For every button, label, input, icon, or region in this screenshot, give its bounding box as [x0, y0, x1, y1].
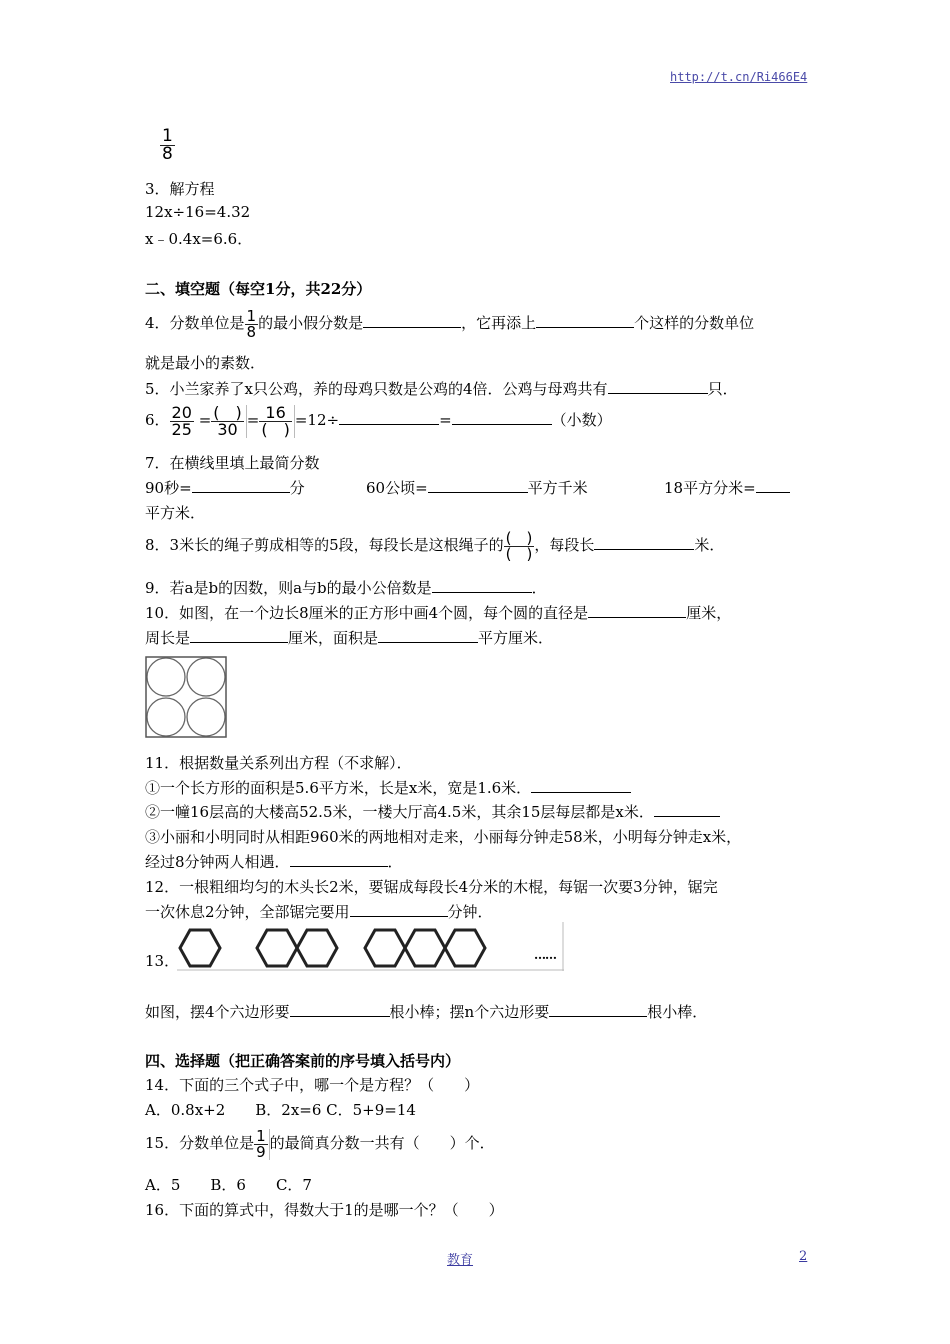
q4-prefix: 4．分数单位是 — [145, 314, 245, 332]
q5-line — [145, 378, 738, 399]
top-fraction — [160, 128, 175, 163]
fraction-denominator: 8 — [162, 144, 173, 164]
fraction-numerator: 1 — [162, 126, 173, 146]
q7-a-blank[interactable] — [192, 478, 290, 493]
q10-text-1: 10．如图，在一个边长8厘米的正方形中画4个圆，每个圆的直径是 — [145, 604, 589, 622]
q11-item-1-line — [145, 777, 631, 798]
q3-equation-2: x﹣0.4x=6.6． — [145, 230, 253, 248]
q7-b-label: 60公顷= — [366, 479, 428, 497]
q6-equals-3: = — [439, 411, 452, 429]
q6-fraction-3-num: 16 — [265, 402, 286, 422]
q13-question-line — [145, 1001, 707, 1022]
q9-line — [145, 577, 547, 598]
q6-fraction-1-num: 20 — [171, 402, 192, 422]
q11-blank-2[interactable] — [654, 802, 720, 817]
q15-prefix: 15．分数单位是 — [145, 1134, 255, 1152]
circle-top-right — [187, 658, 225, 696]
q6-equals-1: = — [198, 411, 212, 429]
q8-mid: ，每段长 — [534, 536, 595, 554]
q15-fraction-num: 1 — [256, 1126, 266, 1145]
q6-fraction-3-den: ( ) — [261, 419, 290, 439]
q12-text: 一次休息2分钟，全部锯完要用 — [145, 903, 350, 921]
q4-blank-2[interactable] — [536, 313, 634, 328]
q10-blank-diameter[interactable] — [588, 603, 686, 618]
q13-p1: 如图，摆4个六边形要 — [145, 1003, 290, 1021]
q10-p3: 平方厘米． — [478, 629, 554, 647]
q5-text: 5．小兰家养了x只公鸡，养的母鸡只数是公鸡的4倍．公鸡与母鸡共有 — [145, 380, 608, 398]
q13-blank-1[interactable] — [290, 1002, 390, 1017]
hexagon-2a — [257, 930, 297, 966]
q12-line-1: 12．一根粗细均匀的木头长2米，要锯成每段长4分米的木棍，每锯一次要3分钟，锯完 — [145, 878, 718, 896]
circle-top-left — [147, 658, 185, 696]
q8-blank[interactable] — [594, 535, 694, 550]
q12-line-2 — [145, 901, 493, 922]
q3-title: 3．解方程 — [145, 180, 215, 198]
q3-equation-1: 12x÷16=4.32 — [145, 203, 251, 221]
square-four-circles-figure — [145, 656, 229, 740]
q7-c-blank[interactable] — [756, 478, 790, 493]
square-outline — [146, 657, 226, 737]
q16-text: 16．下面的算式中，得数大于1的是哪一个？（ ） — [145, 1201, 504, 1219]
section-4-title: 四、选择题（把正确答案前的序号填入括号内） — [145, 1052, 461, 1070]
q13-blank-2[interactable] — [549, 1002, 647, 1017]
page-number: 2 — [799, 1249, 808, 1264]
q12-suffix: 分钟． — [447, 903, 493, 921]
q6-blank-1[interactable] — [339, 410, 439, 425]
q11-item-3b: 经过8分钟两人相遇． — [145, 853, 290, 871]
q6-fraction-2-den: 30 — [211, 421, 244, 438]
q10-p1: 周长是 — [145, 629, 191, 647]
q7-part-c — [664, 477, 790, 498]
section-2-title: 二、填空题（每空1分，共22分） — [145, 280, 372, 298]
q11-item-3: ③小丽和小明同时从相距960米的两地相对走来，小丽每分钟走58米，小明每分钟走x米， — [145, 828, 742, 846]
q6-fraction-2-num: ( ) — [213, 402, 242, 422]
q11-item-1: ①一个长方形的面积是5.6平方米，长是x米，宽是1.6米． — [145, 779, 532, 797]
q6-blank-2[interactable] — [452, 410, 552, 425]
q6-line — [145, 398, 612, 442]
hexagon-pattern-figure — [176, 920, 568, 974]
q15-fraction-den: 9 — [256, 1142, 266, 1161]
q15-suffix: 的最简真分数一共有（ ）个． — [269, 1134, 495, 1152]
q10-suffix-1: 厘米， — [686, 604, 732, 622]
q8-suffix: 米． — [694, 536, 725, 554]
q7-part-b — [366, 477, 588, 498]
q13-label: 13． — [145, 952, 180, 970]
q13-p2: 根小棒；摆n个六边形要 — [389, 1003, 550, 1021]
q8-line — [145, 522, 724, 568]
q4-blank-1[interactable] — [363, 313, 461, 328]
q8-prefix: 8．3米长的绳子剪成相等的5段，每段长是这根绳子的 — [145, 536, 504, 554]
q10-blank-perimeter[interactable] — [190, 628, 288, 643]
q5-blank[interactable] — [608, 379, 708, 394]
q7-a-unit: 分 — [289, 479, 305, 497]
q6-suffix: （小数） — [551, 411, 612, 429]
q4-fraction-num: 1 — [246, 306, 257, 325]
q11-title: 11．根据数量关系列出方程（不求解）． — [145, 754, 412, 772]
q7-part-a — [145, 477, 305, 498]
q7-a-label: 90秒= — [145, 479, 192, 497]
q11-item-2-line — [145, 801, 720, 822]
hexagon-2b — [297, 930, 337, 966]
q7-title: 7．在横线里填上最简分数 — [145, 454, 320, 472]
q4-mid-1: 的最小假分数是 — [258, 314, 364, 332]
q9-blank[interactable] — [432, 578, 532, 593]
q7-b-unit: 平方千米 — [527, 479, 588, 497]
q6-mid: =12÷ — [294, 411, 340, 429]
circle-bottom-left — [147, 698, 185, 736]
q11-blank-3[interactable] — [290, 852, 388, 867]
header-url-link[interactable]: http://t.cn/Ri466E4 — [670, 70, 808, 84]
hexagon-3a — [365, 930, 405, 966]
q9-text: 9．若a是b的因数，则a与b的最小公倍数是 — [145, 579, 432, 597]
q7-c-unit: 平方米． — [145, 504, 206, 522]
q14-text: 14．下面的三个式子中，哪一个是方程？（ ） — [145, 1076, 480, 1094]
q15-options: A．5 B．6 C．7 — [145, 1176, 312, 1194]
q6-fraction-1-den: 25 — [171, 419, 192, 439]
q11-item-2: ②一幢16层高的大楼高52.5米，一楼大厅高4.5米，其余15层每层都是x米． — [145, 803, 654, 821]
q6-prefix: 6． — [145, 411, 170, 429]
q4-fraction-den: 8 — [246, 322, 257, 341]
q10-p2: 厘米，面积是 — [288, 629, 379, 647]
q4-line-2: 就是最小的素数． — [145, 354, 266, 372]
q11-blank-1[interactable] — [531, 778, 631, 793]
q4-mid-2: ，它再添上 — [461, 314, 537, 332]
q6-equals-2: = — [246, 411, 260, 429]
hexagon-3c — [445, 930, 485, 966]
q10-line-1 — [145, 602, 731, 623]
q7-b-blank[interactable] — [428, 478, 528, 493]
circle-bottom-right — [187, 698, 225, 736]
q15-line — [145, 1120, 495, 1166]
footer-link[interactable]: 教育 — [447, 1253, 474, 1268]
q4-line-1 — [145, 306, 754, 340]
q7-c-label: 18平方分米= — [664, 479, 756, 497]
q14-options: A．0.8x+2 B．2x=6 C．5+9=14 — [145, 1101, 416, 1119]
q4-mid-3: 个这样的分数单位 — [634, 314, 755, 332]
q8-fraction-den: ( ) — [505, 544, 533, 563]
hexagon-dots: …… — [534, 948, 556, 962]
q10-line-2 — [145, 627, 553, 648]
hexagon-1a — [180, 930, 220, 966]
q11-item-3b-suffix: ． — [387, 853, 403, 871]
q12-blank[interactable] — [350, 902, 448, 917]
q8-fraction-num: ( ) — [505, 528, 533, 547]
q5-suffix: 只． — [707, 380, 738, 398]
q11-item-3b-line — [145, 851, 403, 872]
q9-suffix: ． — [531, 579, 547, 597]
q13-p3: 根小棒． — [647, 1003, 708, 1021]
hexagon-3b — [405, 930, 445, 966]
q10-blank-area[interactable] — [378, 628, 478, 643]
